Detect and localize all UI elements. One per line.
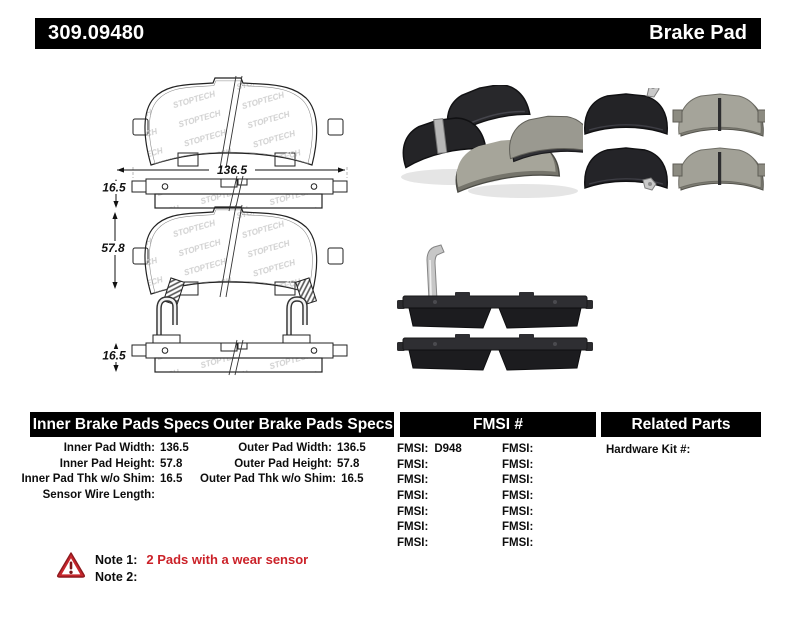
fmsi-row: FMSI: bbox=[502, 521, 534, 534]
inner-specs-column bbox=[20, 441, 208, 503]
part-number: 309.09480 bbox=[48, 22, 145, 44]
spec-row: Inner Pad Thk w/o Shim: 16.5 bbox=[21, 473, 183, 485]
note1-text: 2 Pads with a wear sensor bbox=[146, 552, 309, 567]
fmsi-row: FMSI: bbox=[502, 537, 534, 550]
note-2 bbox=[95, 569, 308, 586]
wear-sensor-clip-right bbox=[283, 299, 310, 343]
dim-thickness-bottom bbox=[99, 343, 129, 372]
spec-row: Inner Pad Height: 57.8 bbox=[59, 457, 183, 470]
fmsi-row: FMSI: bbox=[397, 521, 429, 534]
product-title: Brake Pad bbox=[649, 22, 747, 44]
fmsi-row: FMSI: bbox=[397, 537, 429, 550]
fmsi-row: FMSI: bbox=[502, 505, 534, 518]
fmsi-header: FMSI # bbox=[400, 412, 596, 437]
related-parts-column bbox=[606, 443, 756, 459]
fmsi-row: FMSI: D948 bbox=[397, 443, 462, 455]
fmsi-row: FMSI: bbox=[502, 474, 534, 487]
header-bar bbox=[35, 18, 761, 49]
fmsi-column-2 bbox=[502, 442, 592, 552]
pad-front-view-inner bbox=[133, 205, 343, 305]
spec-row: Outer Pad Width: 136.5 bbox=[238, 442, 366, 454]
wear-sensor-clip-left bbox=[153, 299, 180, 343]
spec-row: Outer Pad Thk w/o Shim: 16.5 bbox=[200, 473, 364, 485]
wear-sensor-clip-icon bbox=[647, 88, 659, 97]
spec-row: Sensor Wire Length: bbox=[42, 488, 155, 501]
pad-edge-view-top bbox=[132, 176, 347, 211]
note-1 bbox=[95, 552, 308, 569]
dim-pad-width-label: 136.5 bbox=[216, 163, 248, 177]
fmsi-column-1 bbox=[397, 442, 497, 552]
dim-pad-height-label: 57.8 bbox=[101, 241, 125, 255]
related-row: Hardware Kit #: bbox=[606, 444, 691, 456]
warning-triangle-icon bbox=[56, 551, 86, 579]
inner-specs-header: Inner Brake Pads Specs bbox=[32, 415, 210, 433]
photo-pad-set-angled bbox=[393, 85, 583, 200]
pad-front-view-outer bbox=[133, 76, 343, 168]
outer-specs-header: Outer Brake Pads Specs bbox=[212, 415, 394, 433]
spec-row: Inner Pad Width: 136.5 bbox=[63, 442, 189, 454]
dim-thickness-top bbox=[99, 179, 129, 208]
fmsi-row: FMSI: bbox=[502, 458, 534, 471]
notes-section bbox=[95, 552, 308, 585]
photo-pad-set-flat bbox=[583, 88, 765, 194]
pad-edge-view-bottom bbox=[132, 340, 347, 375]
outer-specs-column bbox=[200, 441, 385, 488]
fmsi-row: FMSI: bbox=[502, 490, 534, 503]
fmsi-row: FMSI: bbox=[502, 443, 534, 455]
related-parts-header: Related Parts bbox=[601, 412, 761, 437]
fmsi-row: FMSI: bbox=[397, 474, 429, 487]
fmsi-row: FMSI: bbox=[397, 490, 429, 503]
wear-sensor-clip-icon bbox=[427, 245, 444, 300]
note1-label: Note 1: bbox=[95, 553, 138, 567]
fmsi-row: FMSI: bbox=[397, 505, 429, 518]
note2-label: Note 2: bbox=[95, 569, 138, 584]
dim-pad-height bbox=[97, 212, 130, 289]
technical-drawing bbox=[25, 75, 395, 385]
dim-thickness-bottom-label: 16.5 bbox=[102, 348, 126, 363]
spec-row: Outer Pad Height: 57.8 bbox=[234, 457, 360, 470]
photo-pad-edge-view bbox=[393, 238, 598, 378]
pads-specs-header-bar bbox=[30, 412, 394, 437]
fmsi-row: FMSI: bbox=[397, 458, 429, 471]
dim-thickness-top-label: 16.5 bbox=[102, 180, 126, 195]
